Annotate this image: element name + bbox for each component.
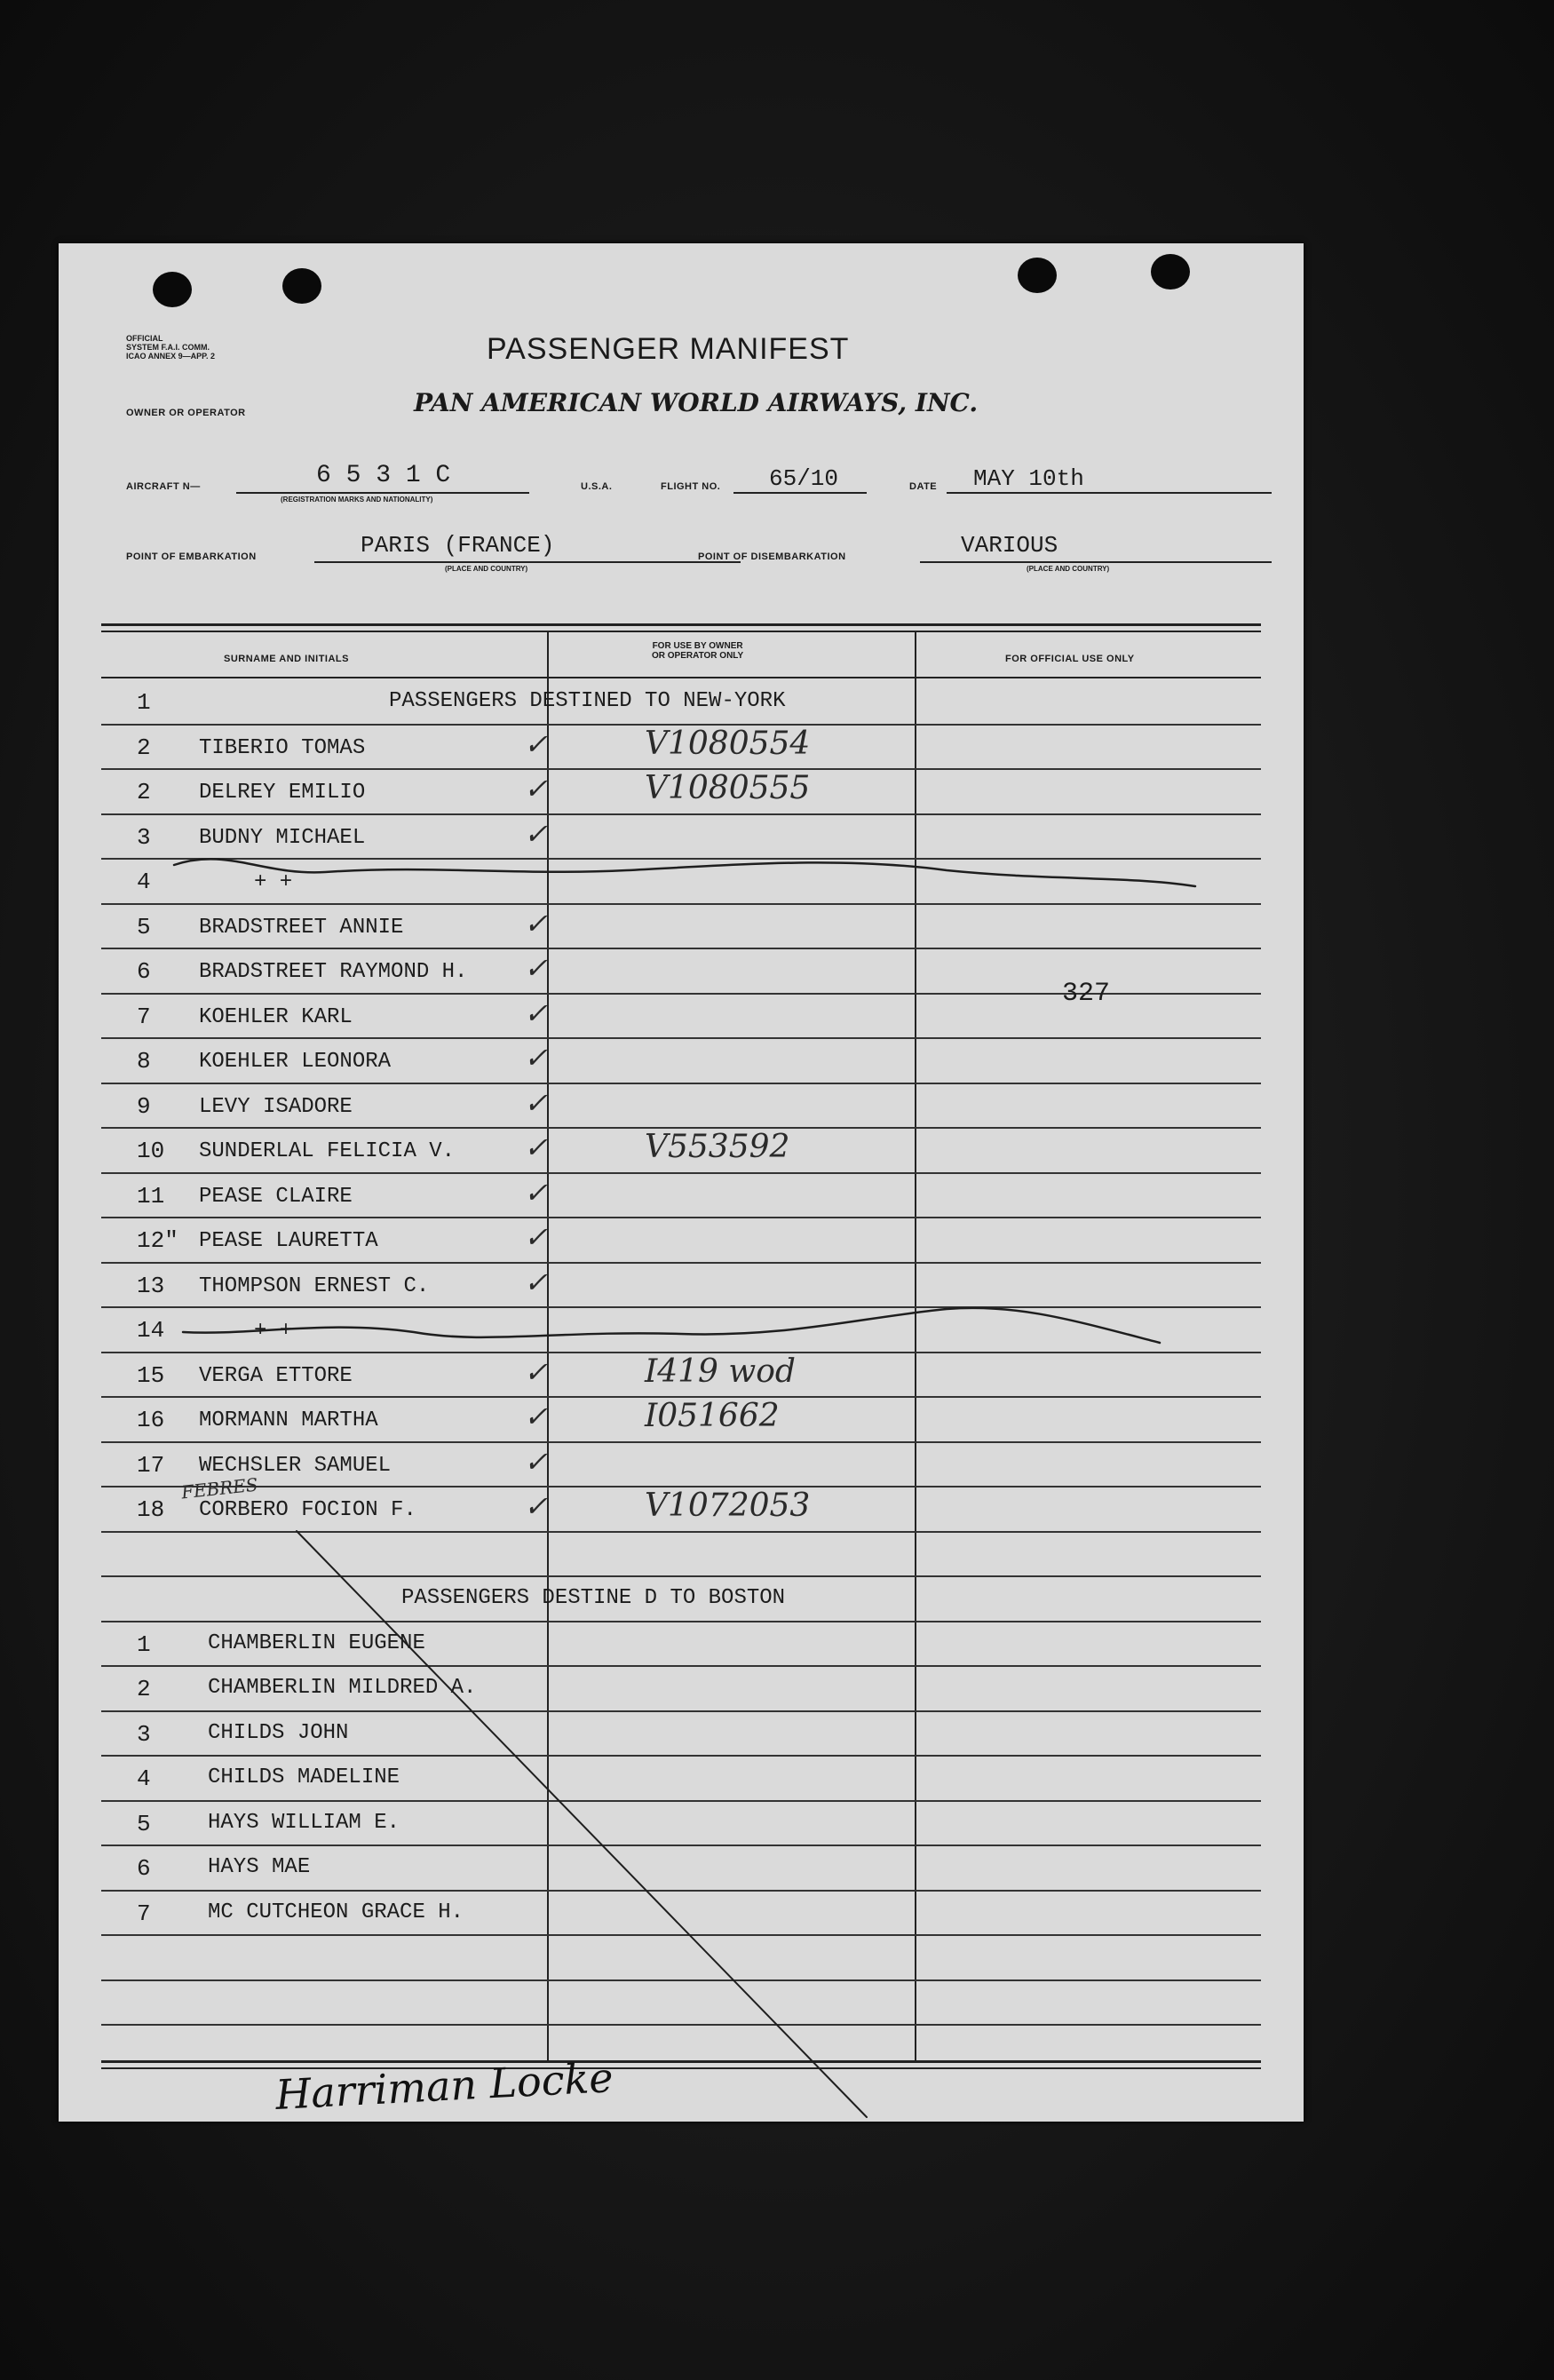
embark-value: PARIS (FRANCE) bbox=[361, 532, 555, 559]
passenger-name: MORMANN MARTHA bbox=[199, 1408, 378, 1432]
official-ref-line-2: SYSTEM F.A.I. COMM. bbox=[126, 343, 210, 352]
passenger-name: HAYS WILLIAM E. bbox=[208, 1811, 400, 1835]
passenger-name: + + bbox=[254, 1319, 293, 1343]
diagonal-strike-line bbox=[297, 1531, 867, 2117]
official-ref-line-1: OFFICIAL bbox=[126, 334, 163, 343]
registration-caption: (REGISTRATION MARKS AND NATIONALITY) bbox=[281, 496, 433, 504]
check-mark-icon: ✓ bbox=[524, 727, 548, 761]
row-number: 16 bbox=[137, 1407, 165, 1433]
row-number: 9 bbox=[137, 1093, 151, 1120]
row-number: 1 bbox=[137, 1631, 151, 1658]
row-number: 4 bbox=[137, 1765, 151, 1792]
signature: Harriman Locke bbox=[274, 2053, 614, 2119]
passenger-name: KOEHLER KARL bbox=[199, 1005, 353, 1029]
passenger-name: PEASE CLAIRE bbox=[199, 1185, 353, 1209]
passenger-name: VERGA ETTORE bbox=[199, 1364, 353, 1388]
passenger-name: SUNDERLAL FELICIA V. bbox=[199, 1139, 456, 1163]
check-mark-icon: ✓ bbox=[524, 1355, 548, 1389]
passenger-name: HAYS MAE bbox=[208, 1855, 311, 1879]
row-number: 6 bbox=[137, 1855, 151, 1882]
manifest-sheet bbox=[59, 243, 1304, 2122]
check-mark-icon: ✓ bbox=[524, 1086, 548, 1120]
row-number: 7 bbox=[137, 1004, 151, 1030]
usa-label: U.S.A. bbox=[581, 481, 613, 492]
flight-label: FLIGHT NO. bbox=[661, 481, 721, 492]
passport-note: V1072053 bbox=[645, 1488, 811, 1524]
passenger-name: LEVY ISADORE bbox=[199, 1095, 353, 1119]
passenger-name: BRADSTREET ANNIE bbox=[199, 916, 404, 940]
passport-note: I051662 bbox=[645, 1398, 780, 1434]
official-ref-line-3: ICAO ANNEX 9—APP. 2 bbox=[126, 352, 216, 361]
row-number: 15 bbox=[137, 1362, 165, 1389]
passport-note: I419 wod bbox=[645, 1353, 796, 1390]
row-number: 5 bbox=[137, 1811, 151, 1837]
check-mark-icon: ✓ bbox=[524, 996, 548, 1030]
owner-label: OWNER OR OPERATOR bbox=[126, 408, 246, 418]
passport-note: V553592 bbox=[645, 1129, 790, 1165]
check-mark-icon: ✓ bbox=[524, 951, 548, 985]
strike-line-row-14 bbox=[183, 1308, 1160, 1343]
row-number: 10 bbox=[137, 1138, 165, 1164]
row-number: 7 bbox=[137, 1900, 151, 1927]
passenger-name: PEASE LAURETTA bbox=[199, 1229, 378, 1253]
row-number: 3 bbox=[137, 1721, 151, 1748]
disembark-value: VARIOUS bbox=[961, 532, 1058, 559]
boston-section-heading: PASSENGERS DESTINE D TO BOSTON bbox=[401, 1586, 786, 1610]
passenger-name: DELREY EMILIO bbox=[199, 781, 366, 805]
passenger-name: MC CUTCHEON GRACE H. bbox=[208, 1900, 464, 1924]
column-header-surname: SURNAME AND INITIALS bbox=[224, 654, 349, 664]
passenger-name: BRADSTREET RAYMOND H. bbox=[199, 960, 468, 984]
row-number: 8 bbox=[137, 1048, 151, 1075]
check-mark-icon: ✓ bbox=[524, 1400, 548, 1433]
check-mark-icon: ✓ bbox=[524, 1489, 548, 1523]
passenger-name: CHILDS MADELINE bbox=[208, 1765, 400, 1789]
check-mark-icon: ✓ bbox=[524, 907, 548, 940]
check-mark-icon: ✓ bbox=[524, 1130, 548, 1164]
row-number: 12" bbox=[137, 1227, 178, 1254]
row-number: 1 bbox=[137, 689, 151, 716]
date-label: DATE bbox=[909, 481, 938, 492]
row-number: 2 bbox=[137, 779, 151, 805]
column-header-official-use: FOR OFFICIAL USE ONLY bbox=[1005, 654, 1135, 664]
row-number: 17 bbox=[137, 1452, 165, 1479]
page-title: PASSENGER MANIFEST bbox=[487, 332, 850, 366]
embark-caption: (PLACE AND COUNTRY) bbox=[445, 565, 528, 573]
row-number: 2 bbox=[137, 1676, 151, 1702]
flight-value: 65/10 bbox=[769, 465, 839, 492]
row-number: 3 bbox=[137, 824, 151, 851]
check-mark-icon: ✓ bbox=[524, 772, 548, 805]
passenger-name: THOMPSON ERNEST C. bbox=[199, 1274, 430, 1298]
febres-note: FEBRES bbox=[179, 1473, 259, 1503]
date-value: MAY 10th bbox=[973, 465, 1084, 492]
disembark-label: POINT OF DISEMBARKATION bbox=[698, 551, 846, 562]
row-number: 5 bbox=[137, 914, 151, 940]
row-number: 2 bbox=[137, 734, 151, 761]
passport-note: V1080555 bbox=[645, 770, 811, 806]
ny-section-heading: PASSENGERS DESTINED TO NEW-YORK bbox=[389, 689, 786, 713]
passenger-name: CHILDS JOHN bbox=[208, 1721, 349, 1745]
passenger-name: BUDNY MICHAEL bbox=[199, 826, 366, 850]
row-number: 4 bbox=[137, 869, 151, 895]
passenger-name: CHAMBERLIN EUGENE bbox=[208, 1631, 425, 1655]
row-number: 13 bbox=[137, 1273, 165, 1299]
row-number: 14 bbox=[137, 1317, 165, 1344]
passenger-name: + + bbox=[254, 870, 293, 894]
aircraft-label: AIRCRAFT N— bbox=[126, 481, 201, 492]
passenger-name: KOEHLER LEONORA bbox=[199, 1050, 392, 1074]
strike-line-row-4 bbox=[174, 859, 1195, 886]
aircraft-value: 6 5 3 1 C bbox=[316, 462, 451, 489]
owner-use-line-2: OR OPERATOR ONLY bbox=[652, 651, 744, 661]
disembark-caption: (PLACE AND COUNTRY) bbox=[1027, 565, 1110, 573]
passenger-name: CHAMBERLIN MILDRED A. bbox=[208, 1676, 477, 1700]
check-mark-icon: ✓ bbox=[524, 1041, 548, 1075]
check-mark-icon: ✓ bbox=[524, 817, 548, 851]
row-number: 11 bbox=[137, 1183, 165, 1210]
check-mark-icon: ✓ bbox=[524, 1265, 548, 1299]
row-number: 6 bbox=[137, 958, 151, 985]
row-number: 18 bbox=[137, 1496, 165, 1523]
handwriting-strokes bbox=[59, 243, 1304, 2122]
owner-use-line-1: FOR USE BY OWNER bbox=[652, 641, 743, 651]
check-mark-icon: ✓ bbox=[524, 1445, 548, 1479]
embark-label: POINT OF EMBARKATION bbox=[126, 551, 257, 562]
check-mark-icon: ✓ bbox=[524, 1220, 548, 1254]
official-number: 327 bbox=[1062, 979, 1111, 1009]
passenger-name: TIBERIO TOMAS bbox=[199, 736, 366, 760]
check-mark-icon: ✓ bbox=[524, 1176, 548, 1210]
passenger-name: CORBERO FOCION F. bbox=[199, 1498, 416, 1522]
operator-name: PAN AMERICAN WORLD AIRWAYS, INC. bbox=[414, 388, 979, 417]
passport-note: V1080554 bbox=[645, 726, 811, 762]
passenger-name: WECHSLER SAMUEL bbox=[199, 1454, 392, 1478]
